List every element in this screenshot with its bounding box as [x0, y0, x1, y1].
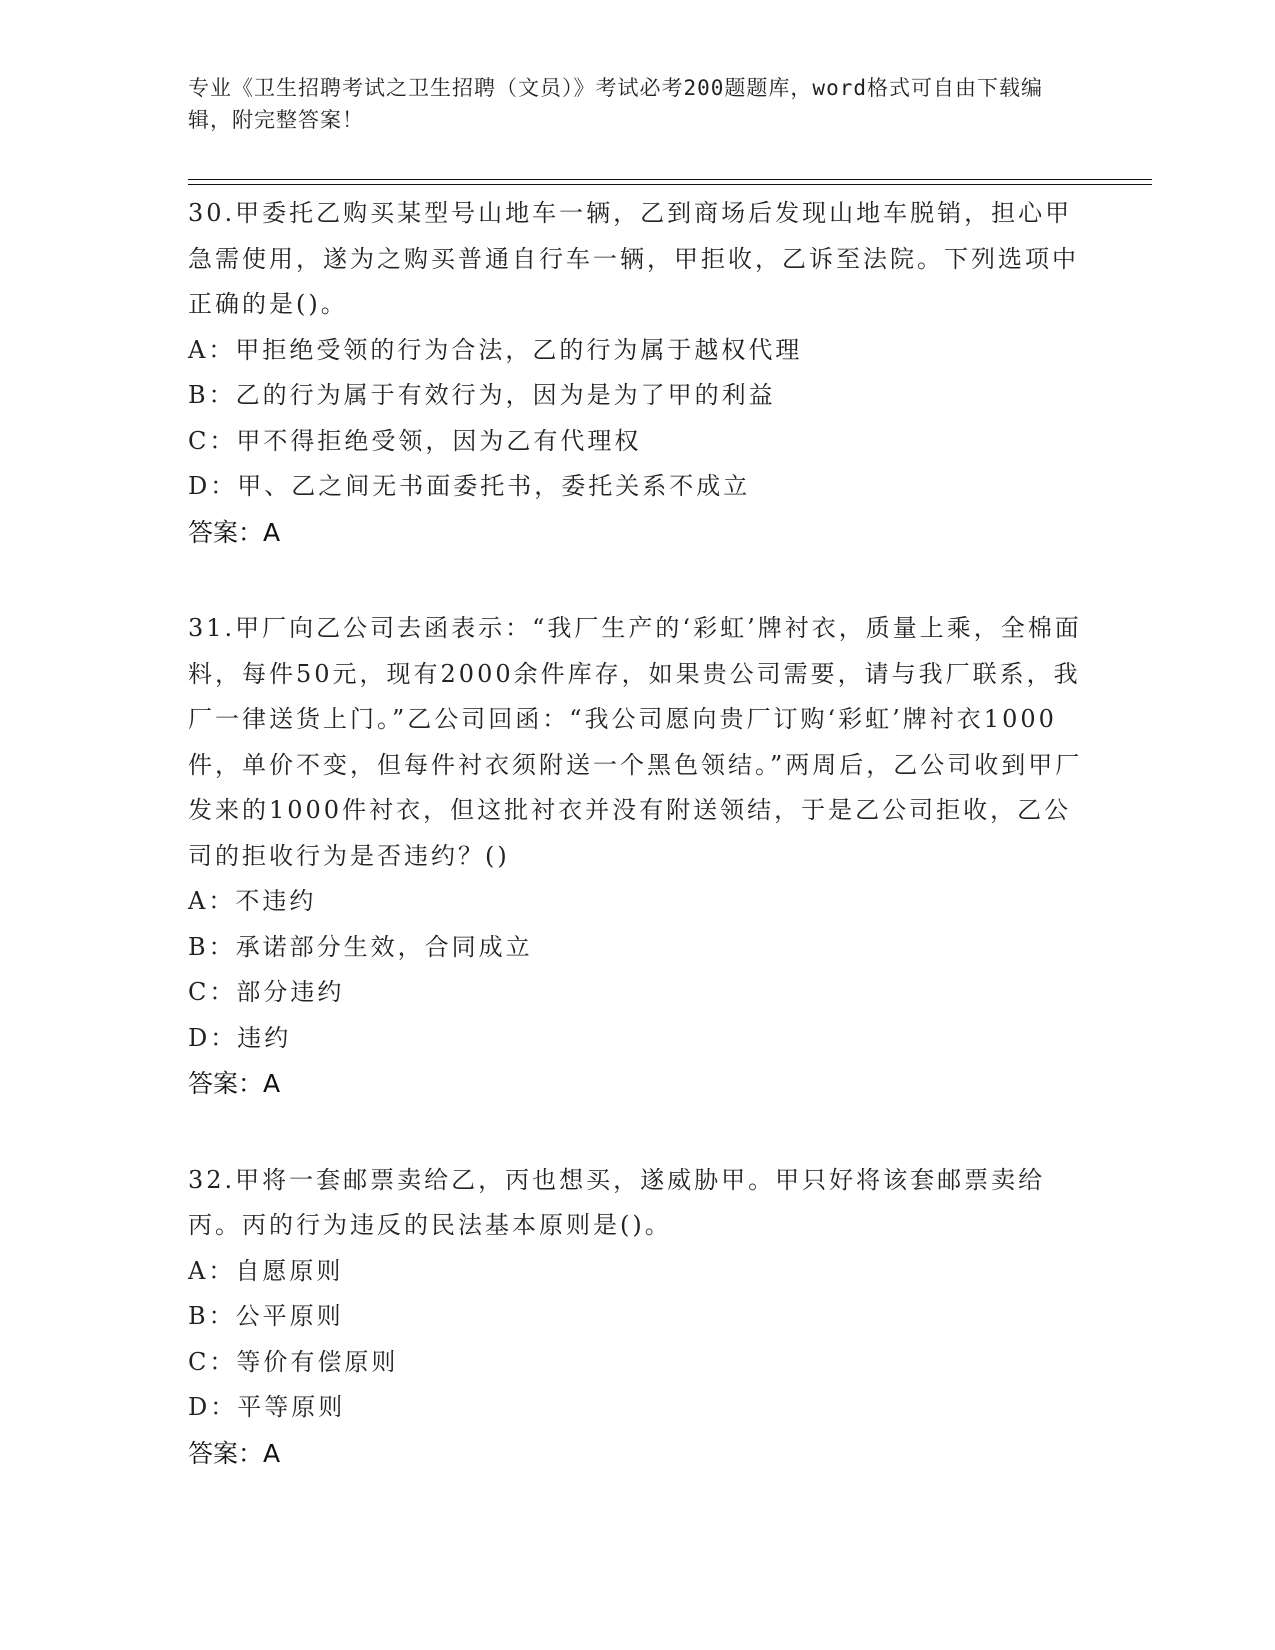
question-30: [188, 191, 1088, 555]
header-divider-bottom: [188, 184, 1152, 185]
question-stem: 32.甲将一套邮票卖给乙，丙也想买，遂威胁甲。甲只好将该套邮票卖给丙。丙的行为违反的民法基本原则是()。: [188, 1165, 1046, 1239]
document-header: 专业《卫生招聘考试之卫生招聘（文员）》考试必考200题题库，word格式可自由下载编辑，附完整答案！: [188, 76, 1043, 132]
option-d: D：违约: [188, 1023, 292, 1052]
question-stem: 31.甲厂向乙公司去函表示：“我厂生产的‘彩虹’牌衬衣，质量上乘，全棉面料，每件50元，现有2000余件库存，如果贵公司需要，请与我厂联系，我厂一律送货上门。”乙公司回函：“我公司愿向贵厂订购‘彩虹’牌衬衣1000件，单价不变，但每件衬衣须附送一个黑色领结。”两周后，乙公司收到甲厂发来的1000件衬衣，但这批衬衣并没有附送领结，于是乙公司拒收，乙公司的拒收行为是否违约？(): [188, 614, 1083, 870]
option-a: A：不违约: [188, 887, 317, 915]
question-31: [188, 606, 1088, 1107]
option-b: B：公平原则: [188, 1302, 344, 1330]
question-32: [188, 1158, 1088, 1477]
option-d: D：甲、乙之间无书面委托书，委托关系不成立: [188, 472, 751, 500]
option-b: B：承诺部分生效，合同成立: [188, 932, 533, 961]
option-d: D：平等原则: [188, 1393, 346, 1421]
header-divider-top: [188, 179, 1152, 180]
option-b: B：乙的行为属于有效行为，因为是为了甲的利益: [188, 381, 776, 409]
answer-line: 答案：A: [188, 1069, 281, 1098]
option-a: A：甲拒绝受领的行为合法，乙的行为属于越权代理: [188, 335, 803, 364]
question-stem: 30.甲委托乙购买某型号山地车一辆，乙到商场后发现山地车脱销，担心甲急需使用，遂为之购买普通自行车一辆，甲拒收，乙诉至法院。下列选项中正确的是()。: [188, 199, 1079, 318]
question-list: [188, 191, 1088, 1527]
option-c: C：等价有偿原则: [188, 1347, 399, 1376]
option-c: C：部分违约: [188, 978, 345, 1006]
answer-line: 答案：A: [188, 517, 281, 547]
option-c: C：甲不得拒绝受领，因为乙有代理权: [188, 426, 642, 455]
option-a: A：自愿原则: [188, 1256, 344, 1285]
answer-line: 答案：A: [188, 1438, 281, 1468]
